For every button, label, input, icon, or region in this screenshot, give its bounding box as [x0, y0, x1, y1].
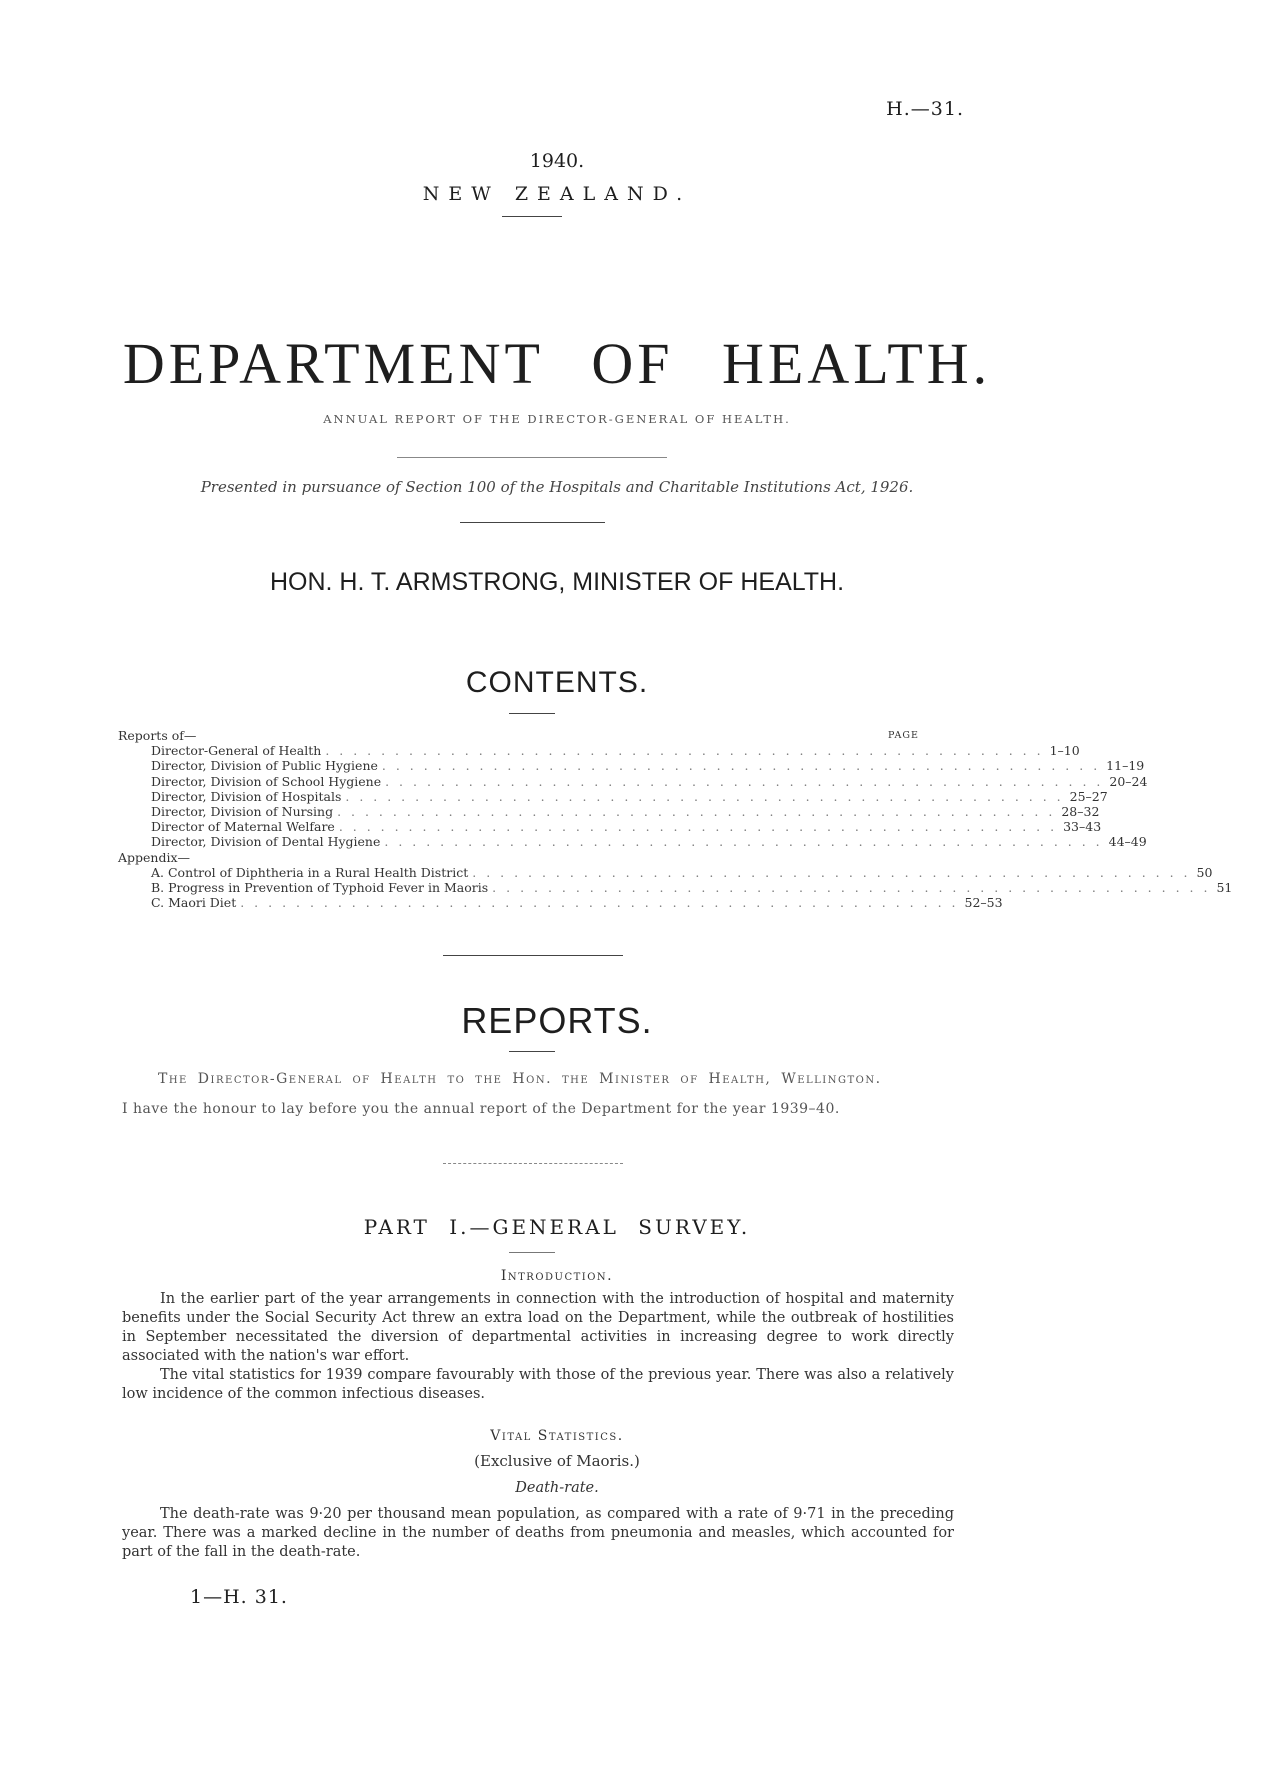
country-name: NEW ZEALAND.	[422, 183, 692, 205]
divider	[397, 457, 667, 458]
divider	[443, 955, 623, 956]
divider	[460, 522, 605, 523]
document-title: DEPARTMENT OF HEALTH.	[122, 331, 992, 396]
contents-header-row	[118, 728, 948, 743]
contents-entry: Director, Division of Dental Hygiene . . . . . . . . . . . . . . . . . . . . . . . . . . . . . . . . . . . . . . . . . . . . . . . . . . . . 44–49	[151, 834, 1147, 850]
divider	[509, 1252, 555, 1253]
minister-line: HON. H. T. ARMSTRONG, MINISTER OF HEALTH.	[269, 568, 845, 596]
reports-heading: REPORTS.	[461, 1000, 653, 1041]
contents-entry: B. Progress in Prevention of Typhoid Fever in Maoris . . . . . . . . . . . . . . . . . . . . . . . . . . . . . . . . . . . . . . . . . . . . . . . . . . . . 51	[151, 880, 1233, 896]
leader-dots: . . . . . . . . . . . . . . . . . . . . . . . . . . . . . . . . . . . . . . . . . . . . . . . . . . . .	[337, 804, 1056, 820]
part-heading: PART I.—GENERAL SURVEY.	[363, 1215, 751, 1239]
contents-entry: Director, Division of Nursing . . . . . . . . . . . . . . . . . . . . . . . . . . . . . . . . . . . . . . . . . . . . . . . . . . . . 28–32	[151, 804, 1100, 820]
contents-entry: Director, Division of Public Hygiene . . . . . . . . . . . . . . . . . . . . . . . . . . . . . . . . . . . . . . . . . . . . . . . . . . . . 11–19	[151, 758, 1145, 774]
salutation-line: The Director-General of Health to the Hon. the Minister of Health, Wellington.	[158, 1071, 882, 1087]
footer-signature: 1—H. 31.	[190, 1586, 288, 1608]
leader-dots: . . . . . . . . . . . . . . . . . . . . . . . . . . . . . . . . . . . . . . . . . . . . . . . . . . . .	[240, 895, 959, 911]
divider	[443, 1163, 623, 1164]
contents-entry: Director, Division of Hospitals . . . . . . . . . . . . . . . . . . . . . . . . . . . . . . . . . . . . . . . . . . . . . . . . . . . . 25–27	[151, 788, 1108, 804]
document-subtitle: ANNUAL REPORT OF THE DIRECTOR-GENERAL OF HEALTH.	[323, 412, 791, 426]
divider	[502, 216, 562, 217]
contents-entry: Director of Maternal Welfare . . . . . . . . . . . . . . . . . . . . . . . . . . . . . . . . . . . . . . . . . . . . . . . . . . . . 33–43	[151, 819, 1102, 835]
contents-entry: Director-General of Health . . . . . . . . . . . . . . . . . . . . . . . . . . . . . . . . . . . . . . . . . . . . . . . . . . . . 1–10	[151, 743, 1080, 759]
contents-entry: A. Control of Diphtheria in a Rural Health District . . . . . . . . . . . . . . . . . . . . . . . . . . . . . . . . . . . . . . . . . . . . . . . . . . . . 50	[151, 864, 1213, 880]
divider	[509, 1051, 555, 1052]
intro-paragraph: The vital statistics for 1939 compare favourably with those of the previous year. There was also a relatively low incidence of the common infectious diseases.	[122, 1367, 954, 1402]
leader-dots: . . . . . . . . . . . . . . . . . . . . . . . . . . . . . . . . . . . . . . . . . . . . . . . . . . . .	[338, 819, 1058, 835]
leader-dots: . . . . . . . . . . . . . . . . . . . . . . . . . . . . . . . . . . . . . . . . . . . . . . . . . . . .	[385, 773, 1104, 789]
vital-statistics-heading: Vital Statistics.	[490, 1428, 624, 1444]
contents-entry: C. Maori Diet . . . . . . . . . . . . . . . . . . . . . . . . . . . . . . . . . . . . . . . . . . . . . . . . . . . . 52–53	[151, 895, 1003, 911]
leader-dots: . . . . . . . . . . . . . . . . . . . . . . . . . . . . . . . . . . . . . . . . . . . . . . . . . . . .	[325, 743, 1044, 759]
contents-entry: Director, Division of School Hygiene . . . . . . . . . . . . . . . . . . . . . . . . . . . . . . . . . . . . . . . . . . . . . . . . . . . . 20–24	[151, 773, 1148, 789]
intro-paragraph: In the earlier part of the year arrangements in connection with the introduction of hospital and maternity benefits under the Social Security Act threw an extra load on the Department, while the outbreak of hostilities in September necessitated the diversion of departmental activities in increasing degree to work directly associated with the nation's war effort.	[122, 1291, 954, 1364]
leader-dots: . . . . . . . . . . . . . . . . . . . . . . . . . . . . . . . . . . . . . . . . . . . . . . . . . . . .	[492, 880, 1211, 896]
leader-dots: . . . . . . . . . . . . . . . . . . . . . . . . . . . . . . . . . . . . . . . . . . . . . . . . . . . .	[384, 834, 1103, 850]
vital-statistics-subheading: (Exclusive of Maoris.)	[474, 1452, 640, 1470]
reports-group-label: Reports of—	[118, 728, 197, 743]
death-rate-heading: Death-rate.	[515, 1480, 599, 1496]
page-column-label: PAGE	[888, 730, 919, 741]
leader-dots: . . . . . . . . . . . . . . . . . . . . . . . . . . . . . . . . . . . . . . . . . . . . . . . . . . . .	[345, 788, 1064, 804]
paper-code: H.—31.	[886, 98, 964, 120]
introduction-heading: Introduction.	[500, 1268, 614, 1284]
appendix-group-label: Appendix—	[118, 849, 191, 865]
presented-notice: Presented in pursuance of Section 100 of the Hospitals and Charitable Institutions Act, 1926.	[200, 478, 914, 496]
leader-dots: . . . . . . . . . . . . . . . . . . . . . . . . . . . . . . . . . . . . . . . . . . . . . . . . . . . .	[472, 864, 1191, 880]
leader-dots: . . . . . . . . . . . . . . . . . . . . . . . . . . . . . . . . . . . . . . . . . . . . . . . . . . . .	[381, 758, 1101, 774]
death-rate-paragraph: The death-rate was 9·20 per thousand mean population, as compared with a rate of 9·71 in the preceding year. There was a marked decline in the number of deaths from pneumonia and measles, which accounted for part of the fall in the death-rate.	[122, 1506, 954, 1560]
contents-heading: CONTENTS.	[465, 666, 649, 699]
divider	[509, 713, 555, 714]
contents-table	[118, 728, 1233, 911]
opening-line: I have the honour to lay before you the annual report of the Department for the year 1939–40.	[122, 1101, 840, 1117]
report-year: 1940.	[529, 150, 585, 172]
